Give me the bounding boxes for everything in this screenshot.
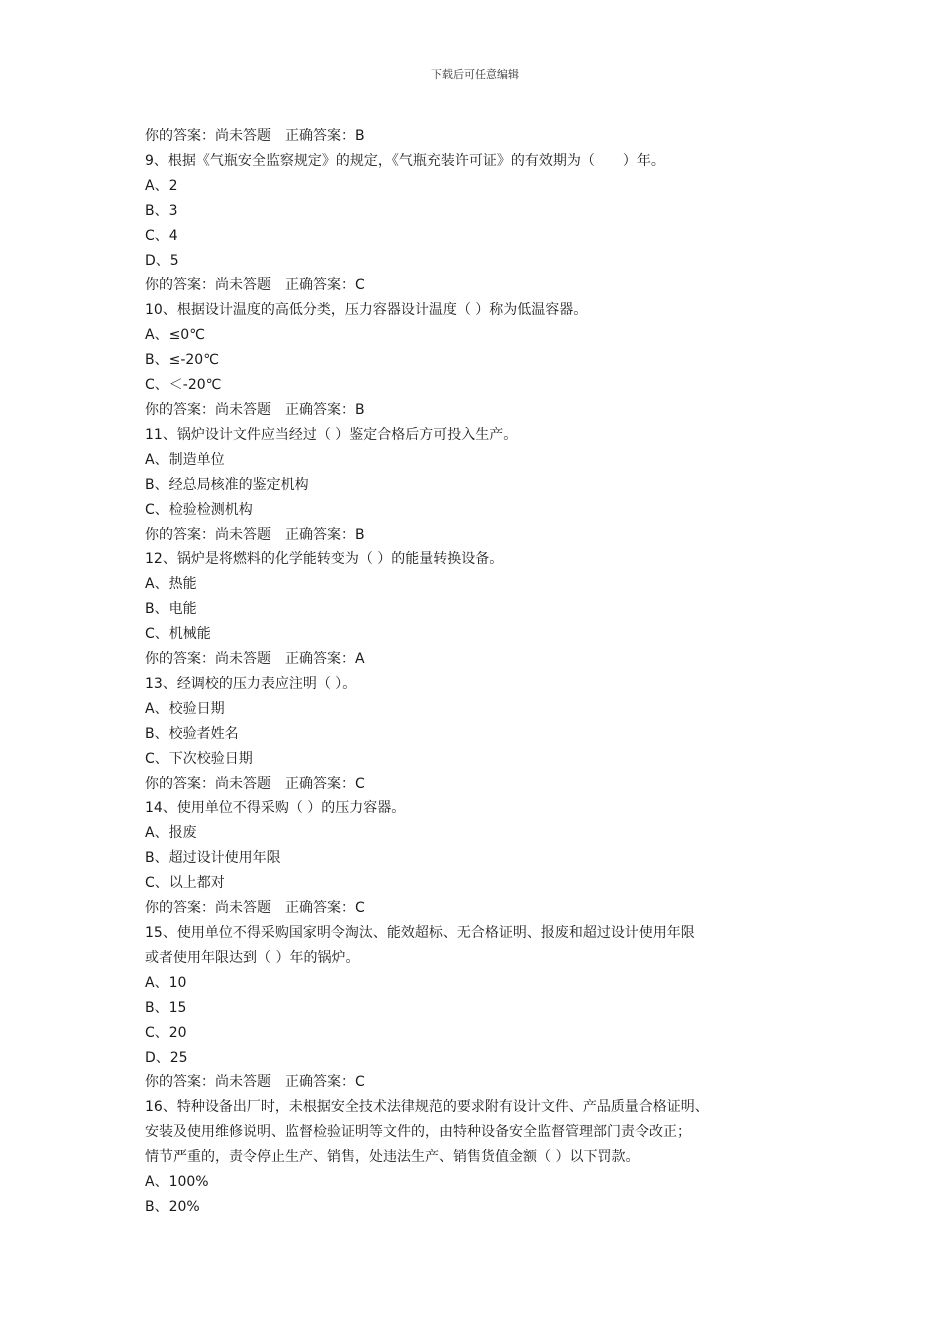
option-line: C、20 <box>145 1024 187 1041</box>
option-line: B、电能 <box>145 601 197 618</box>
option-line: B、校验者姓名 <box>145 725 239 742</box>
question-13: 13、经调校的压力表应注明（ ）。 <box>145 675 357 692</box>
question-14: 14、使用单位不得采购（ ）的压力容器。 <box>145 800 406 817</box>
question-15: 15、使用单位不得采购国家明令淘汰、能效超标、无合格证明、报废和超过设计使用年限 <box>145 925 695 941</box>
question-12: 12、锅炉是将燃料的化学能转变为（ ）的能量转换设备。 <box>145 551 504 568</box>
option-line: D、5 <box>145 252 179 269</box>
page-header: 下载后可任意编辑 <box>431 68 519 81</box>
option-line: B、20% <box>145 1198 200 1215</box>
answer-line: 你的答案：尚未答题 正确答案：B <box>145 526 365 543</box>
answer-line: 你的答案：尚未答题 正确答案：C <box>145 900 365 917</box>
option-line: C、下次校验日期 <box>145 750 253 767</box>
document-body <box>145 124 845 1220</box>
question-15-cont: 或者使用年限达到（ ）年的锅炉。 <box>145 949 360 966</box>
question-10: 10、根据设计温度的高低分类，压力容器设计温度（ ）称为低温容器。 <box>145 302 588 319</box>
option-line: C、检验检测机构 <box>145 501 253 518</box>
option-line: C、4 <box>145 227 178 244</box>
option-line: B、超过设计使用年限 <box>145 850 281 867</box>
answer-line: 你的答案：尚未答题 正确答案：C <box>145 775 365 792</box>
question-9: 9、根据《气瓶安全监察规定》的规定，《气瓶充装许可证》的有效期为（ ）年。 <box>145 152 665 169</box>
question-16-cont: 安装及使用维修说明、监督检验证明等文件的，由特种设备安全监督管理部门责令改正； <box>145 1124 691 1141</box>
option-line: A、校验日期 <box>145 700 225 717</box>
option-line: C、机械能 <box>145 626 211 643</box>
answer-line: 你的答案：尚未答题 正确答案：B <box>145 401 365 418</box>
option-line: B、3 <box>145 202 178 219</box>
answer-line: 你的答案：尚未答题 正确答案：A <box>145 651 365 668</box>
answer-line: 你的答案：尚未答题 正确答案：C <box>145 277 365 294</box>
option-line: D、25 <box>145 1049 188 1066</box>
answer-line: 你的答案：尚未答题 正确答案：B <box>145 128 365 144</box>
option-line: B、15 <box>145 999 187 1016</box>
option-line: A、2 <box>145 177 178 194</box>
question-16-cont: 情节严重的，责令停止生产、销售，处违法生产、销售货值金额（ ）以下罚款。 <box>145 1149 640 1166</box>
option-line: A、10 <box>145 974 187 991</box>
answer-line: 你的答案：尚未答题 正确答案：C <box>145 1074 365 1091</box>
option-line: C、＜-20℃ <box>145 377 222 394</box>
option-line: B、经总局核准的鉴定机构 <box>145 476 309 493</box>
option-line: A、100% <box>145 1174 209 1191</box>
option-line: A、报废 <box>145 825 197 842</box>
option-line: A、制造单位 <box>145 451 225 468</box>
option-line: A、≤0℃ <box>145 327 205 344</box>
question-16: 16、特种设备出厂时，未根据安全技术法律规范的要求附有设计文件、产品质量合格证明、 <box>145 1099 709 1116</box>
option-line: C、以上都对 <box>145 875 225 892</box>
question-11: 11、锅炉设计文件应当经过（ ）鉴定合格后方可投入生产。 <box>145 426 518 443</box>
option-line: A、热能 <box>145 576 197 593</box>
option-line: B、≤-20℃ <box>145 352 219 369</box>
